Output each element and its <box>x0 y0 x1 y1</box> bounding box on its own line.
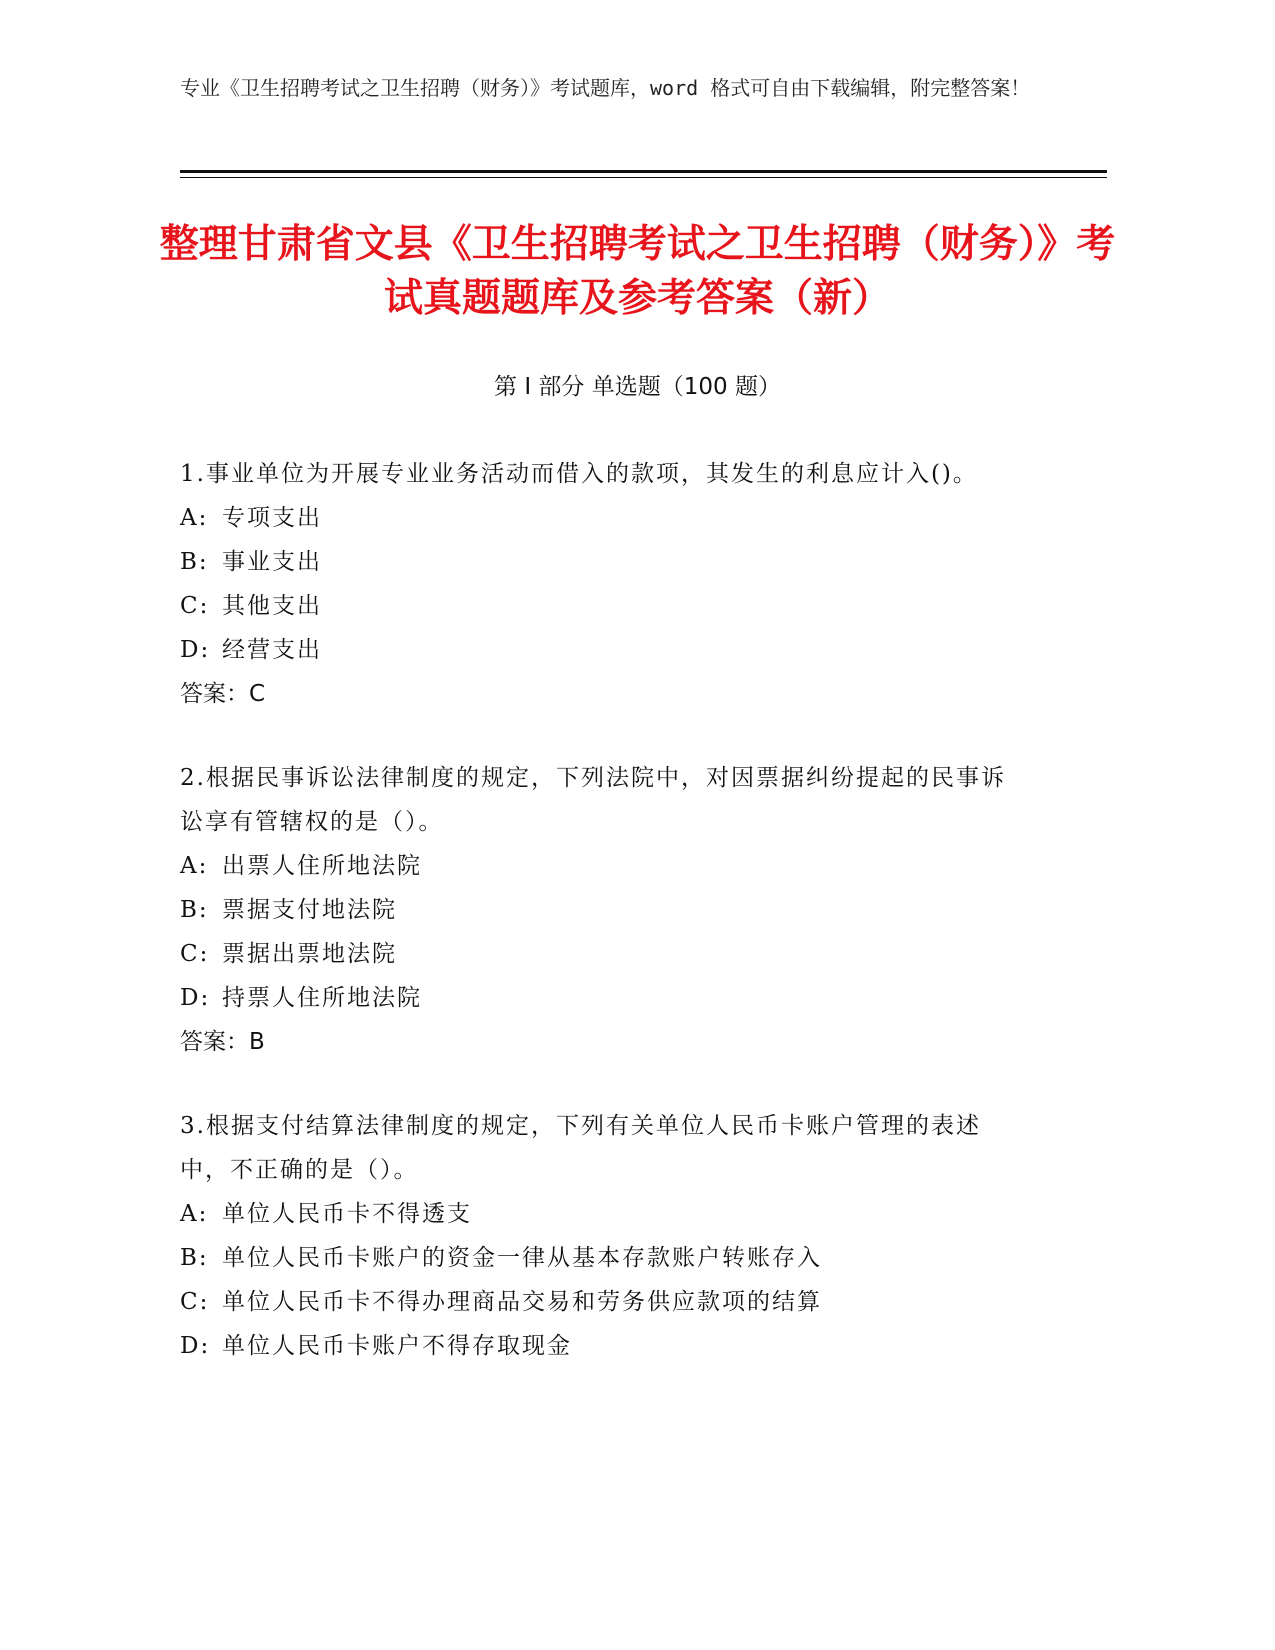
option-key: A: <box>180 1201 209 1227</box>
option-text: 票据支付地法院 <box>222 897 397 923</box>
option-key: D: <box>180 1333 211 1359</box>
option-d <box>180 1324 1030 1368</box>
question-stem: 2.根据民事诉讼法律制度的规定，下列法院中，对因票据纠纷提起的民事诉讼享有管辖权的是（）。 <box>180 765 1006 835</box>
option-text: 专项支出 <box>222 505 322 531</box>
option-text: 事业支出 <box>222 549 322 575</box>
option-c <box>180 1280 1030 1324</box>
question-1 <box>180 452 1030 716</box>
header-rule-thick <box>180 170 1107 173</box>
option-key: A: <box>180 505 209 531</box>
option-text: 经营支出 <box>222 637 322 663</box>
option-key: C: <box>180 941 210 967</box>
option-c <box>180 932 1030 976</box>
document-title: 整理甘肃省文县《卫生招聘考试之卫生招聘（财务）》考试真题题库及参考答案（新） <box>159 222 1116 321</box>
option-key: C: <box>180 1289 210 1315</box>
option-key: D: <box>180 985 211 1011</box>
option-b <box>180 888 1030 932</box>
option-key: B: <box>180 549 209 575</box>
option-text: 其他支出 <box>222 593 322 619</box>
option-text: 单位人民币卡不得办理商品交易和劳务供应款项的结算 <box>222 1289 822 1315</box>
option-key: A: <box>180 853 209 879</box>
option-b <box>180 540 1030 584</box>
option-text: 票据出票地法院 <box>222 941 397 967</box>
header-note: 专业《卫生招聘考试之卫生招聘（财务）》考试题库，word 格式可自由下载编辑，附完整答案！ <box>180 76 1031 100</box>
option-d <box>180 976 1030 1020</box>
option-text: 单位人民币卡账户的资金一律从基本存款账户转账存入 <box>222 1245 822 1271</box>
option-text: 出票人住所地法院 <box>222 853 422 879</box>
question-stem: 3.根据支付结算法律制度的规定，下列有关单位人民币卡账户管理的表述中，不正确的是（）。 <box>180 1113 981 1183</box>
option-a <box>180 844 1030 888</box>
answer-line: 答案：C <box>180 681 266 707</box>
option-a <box>180 1192 1030 1236</box>
answer-line: 答案：B <box>180 1029 265 1055</box>
option-key: B: <box>180 897 209 923</box>
question-stem: 1.事业单位为开展专业业务活动而借入的款项，其发生的利息应计入()。 <box>180 461 978 487</box>
option-c <box>180 584 1030 628</box>
header-rule-thin <box>180 177 1107 178</box>
option-b <box>180 1236 1030 1280</box>
option-text: 单位人民币卡不得透支 <box>222 1201 472 1227</box>
question-list <box>180 452 1030 1408</box>
option-d <box>180 628 1030 672</box>
option-key: B: <box>180 1245 209 1271</box>
question-2 <box>180 756 1030 1064</box>
option-text: 单位人民币卡账户不得存取现金 <box>222 1333 572 1359</box>
section-heading: 第 I 部分 单选题（100 题） <box>494 374 781 400</box>
option-a <box>180 496 1030 540</box>
option-key: C: <box>180 593 210 619</box>
option-key: D: <box>180 637 211 663</box>
option-text: 持票人住所地法院 <box>222 985 422 1011</box>
question-3 <box>180 1104 1030 1368</box>
